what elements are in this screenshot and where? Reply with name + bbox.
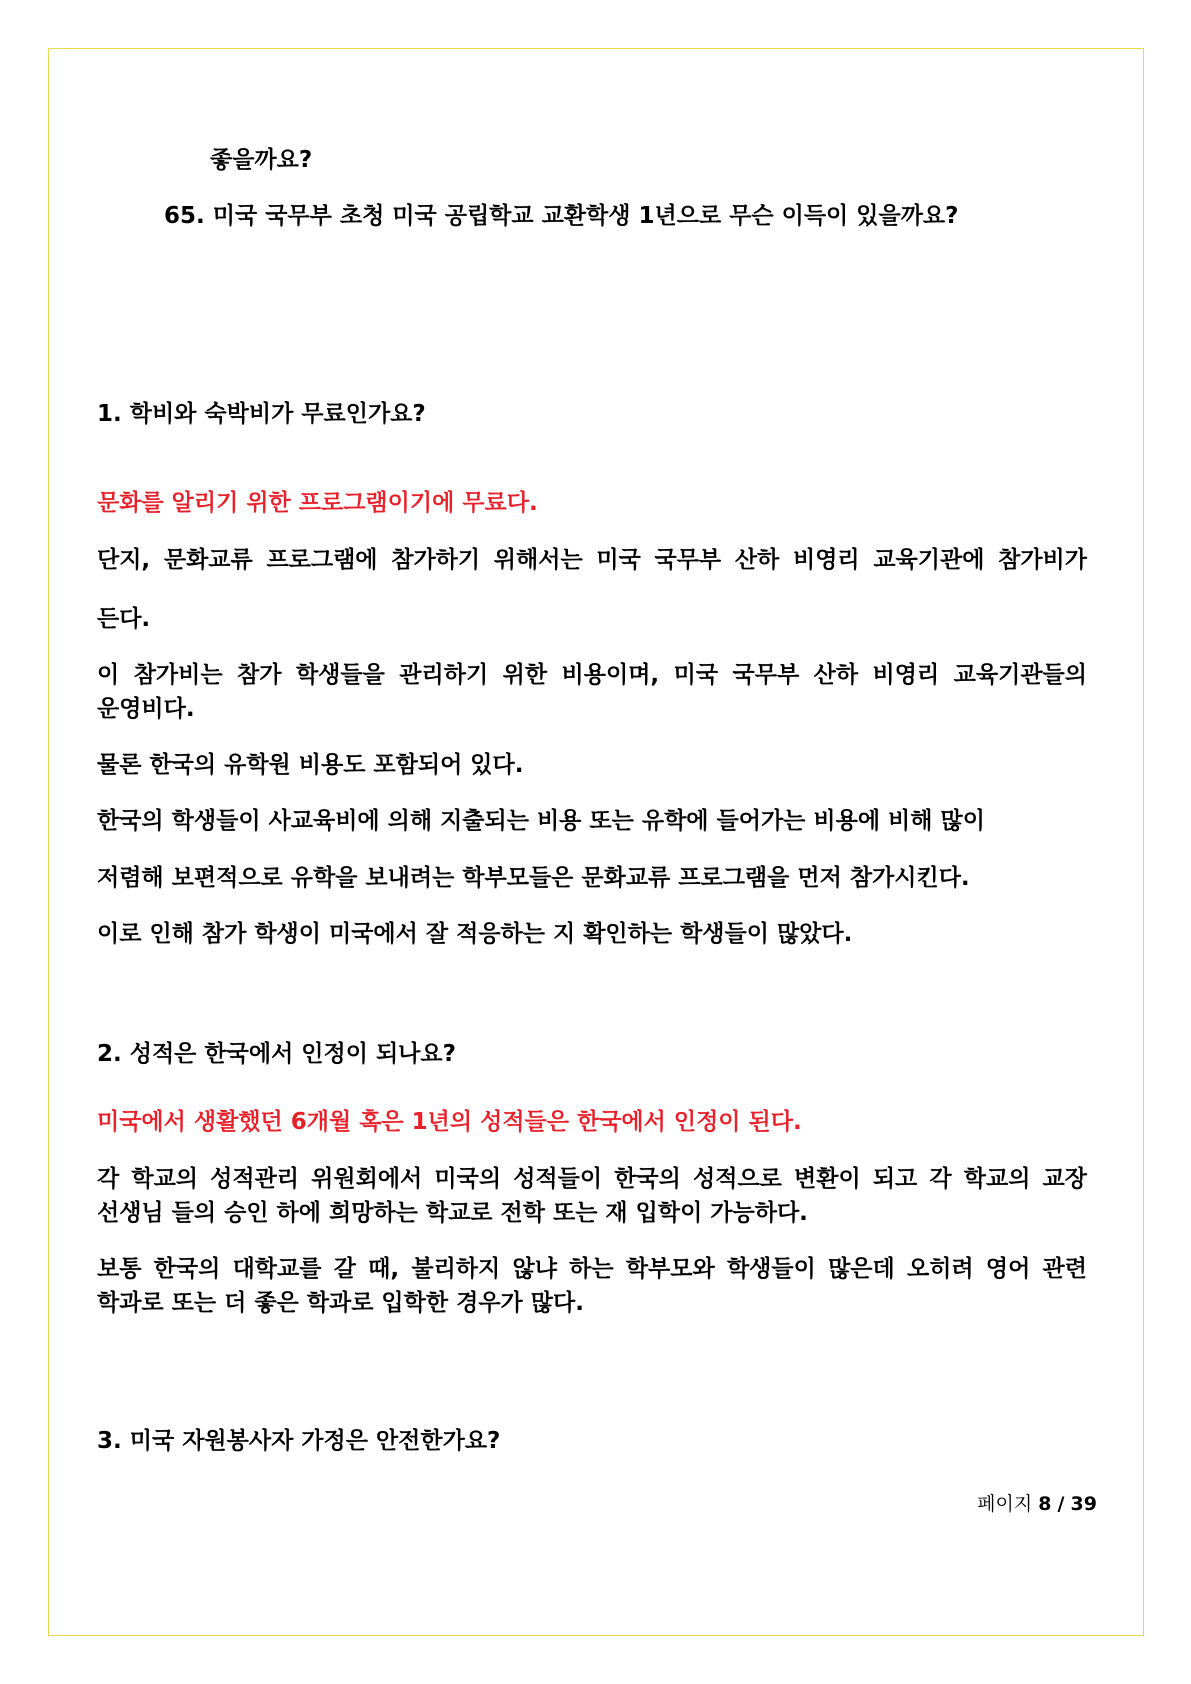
question-2-paragraph-line: 보통 한국의 대학교를 갈 때, 불리하지 않냐 하는 학부모와 학생들이 많은데 오히려 영어 관련 <box>97 1256 1087 1282</box>
toc-item-65: 65. 미국 국무부 초청 미국 공립학교 교환학생 1년으로 무슨 이득이 있을까요? <box>164 203 959 229</box>
page-number <box>977 1491 1097 1517</box>
page-total: 39 <box>1070 1493 1097 1515</box>
page-border <box>48 48 1144 1636</box>
question-2-heading: 2. 성적은 한국에서 인정이 되나요? <box>97 1041 456 1067</box>
question-1-paragraph-line: 운영비다. <box>97 696 195 722</box>
question-2-paragraph-line: 각 학교의 성적관리 위원회에서 미국의 성적들이 한국의 성적으로 변환이 되고 각 학교의 교장 <box>97 1166 1087 1192</box>
question-1-paragraph-line: 든다. <box>97 606 151 632</box>
question-1-heading: 1. 학비와 숙박비가 무료인가요? <box>97 401 426 427</box>
toc-continuation: 좋을까요? <box>210 147 313 173</box>
question-1-paragraph-line: 단지, 문화교류 프로그램에 참가하기 위해서는 미국 국무부 산하 비영리 교육기관에 참가비가 <box>97 547 1087 573</box>
page-label: 페이지 <box>977 1493 1033 1515</box>
page-separator: / <box>1057 1493 1065 1515</box>
question-1-paragraph-line: 물론 한국의 유학원 비용도 포함되어 있다. <box>97 752 524 778</box>
question-1-paragraph-line: 이로 인해 참가 학생이 미국에서 잘 적응하는 지 확인하는 학생들이 많았다. <box>97 921 853 947</box>
question-3-heading: 3. 미국 자원봉사자 가정은 안전한가요? <box>97 1428 501 1454</box>
question-1-answer-highlight: 문화를 알리기 위한 프로그램이기에 무료다. <box>97 490 538 516</box>
question-1-paragraph-line: 저렴해 보편적으로 유학을 보내려는 학부모들은 문화교류 프로그램을 먼저 참가시킨다. <box>97 865 970 891</box>
question-2-paragraph-line: 선생님 들의 승인 하에 희망하는 학교로 전학 또는 재 입학이 가능하다. <box>97 1200 808 1226</box>
question-1-paragraph-line: 한국의 학생들이 사교육비에 의해 지출되는 비용 또는 유학에 들어가는 비용에 비해 많이 <box>97 808 985 834</box>
question-2-answer-highlight: 미국에서 생활했던 6개월 혹은 1년의 성적들은 한국에서 인정이 된다. <box>97 1109 802 1135</box>
question-2-paragraph-line: 학과로 또는 더 좋은 학과로 입학한 경우가 많다. <box>97 1290 584 1316</box>
page-current: 8 <box>1038 1493 1052 1515</box>
question-1-paragraph-line: 이 참가비는 참가 학생들을 관리하기 위한 비용이며, 미국 국무부 산하 비영리 교육기관들의 <box>97 662 1087 688</box>
